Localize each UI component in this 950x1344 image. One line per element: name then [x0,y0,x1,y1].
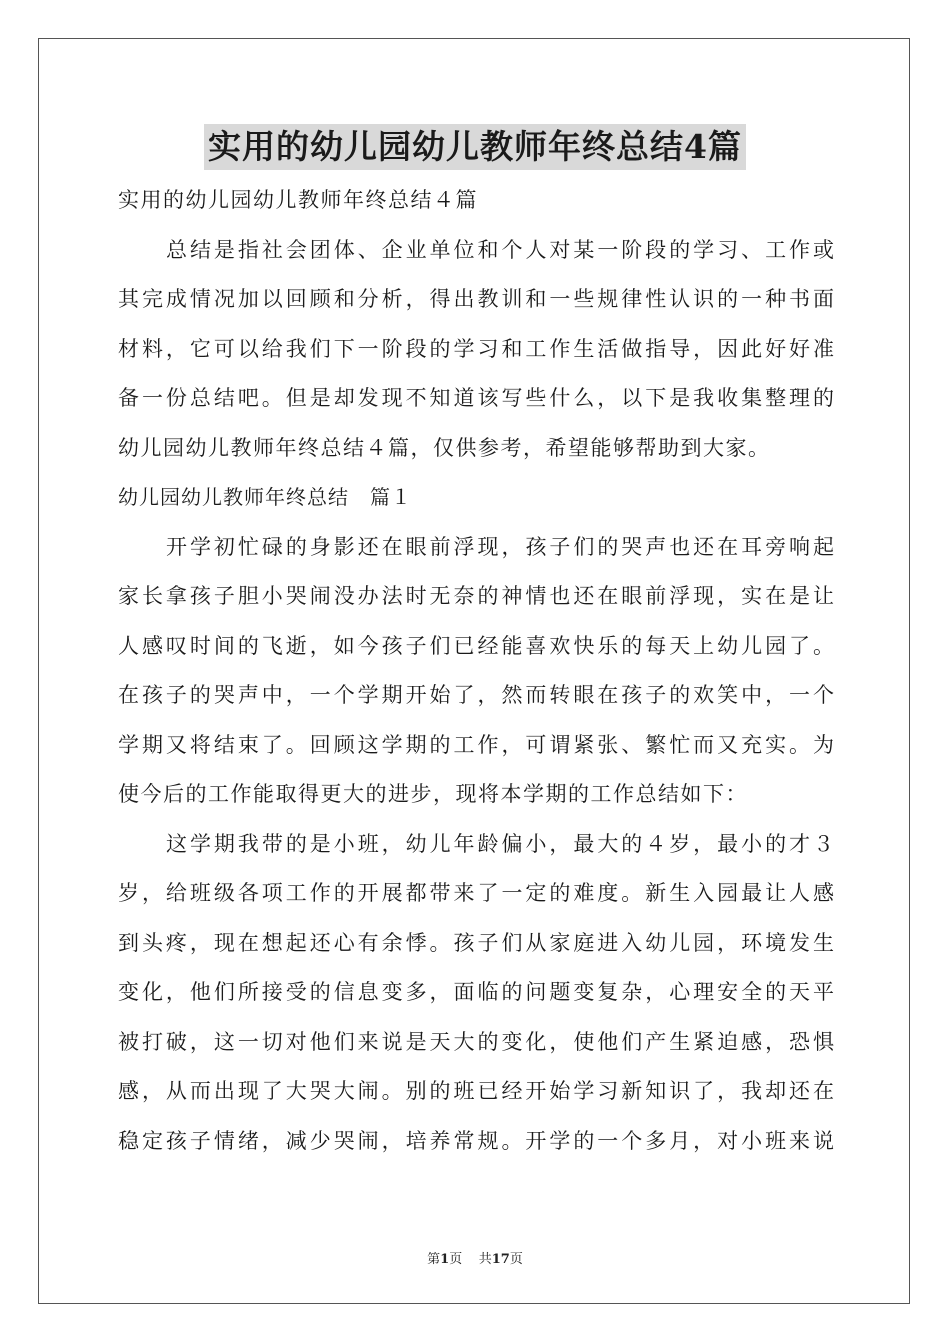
total-pages: 17 [491,1252,510,1267]
intro-line: 其完成情况加以回顾和分析，得出教训和一些规律性认识的一种书面 [118,287,834,311]
paragraph-line: 稳定孩子情绪，减少哭闹，培养常规。开学的一个多月，对小班来说 [118,1128,834,1153]
paragraph-line: 这学期我带的是小班，幼儿年龄偏小，最大的４岁，最小的才３ [166,831,834,856]
section-heading: 幼儿园幼儿教师年终总结 篇１ [118,485,412,509]
document-body [118,176,834,1166]
intro-line: 幼儿园幼儿教师年终总结４篇，仅供参考，希望能够帮助到大家。 [118,435,771,460]
page-prefix: 第 [427,1252,441,1267]
intro-line: 材料，它可以给我们下一阶段的学习和工作生活做指导，因此好好准 [118,336,834,361]
paragraph-line: 使今后的工作能取得更大的进步，现将本学期的工作总结如下： [118,782,748,806]
paragraph-line: 学期又将结束了。回顾这学期的工作，可谓紧张、繁忙而又充实。为 [118,732,834,757]
title-container [0,124,950,170]
intro-line: 备一份总结吧。但是却发现不知道该写些什么，以下是我收集整理的 [118,386,834,410]
document-title: 实用的幼儿园幼儿教师年终总结4篇 [204,124,746,170]
paragraph-line: 到头疼，现在想起还心有余悸。孩子们从家庭进入幼儿园，环境发生 [118,930,834,955]
paragraph-line: 开学初忙碌的身影还在眼前浮现，孩子们的哭声也还在耳旁响起 [166,534,834,559]
paragraph-line: 在孩子的哭声中，一个学期开始了，然而转眼在孩子的欢笑中，一个 [118,683,834,707]
total-prefix: 共 [478,1252,492,1267]
paragraph-line: 感，从而出现了大哭大闹。别的班已经开始学习新知识了，我却还在 [118,1079,834,1103]
paragraph-line: 人感叹时间的飞逝，如今孩子们已经能喜欢快乐的每天上幼儿园了。 [118,633,834,658]
page-footer [0,1248,950,1267]
paragraph-line: 岁，给班级各项工作的开展都带来了一定的难度。新生入园最让人感 [118,881,834,905]
total-suffix: 页 [509,1252,523,1267]
page-suffix: 页 [449,1252,463,1267]
paragraph-line: 被打破，这一切对他们来说是天大的变化，使他们产生紧迫感，恐惧 [118,1029,834,1054]
document-subtitle: 实用的幼儿园幼儿教师年终总结４篇 [118,188,478,212]
page-number: 1 [440,1252,450,1267]
intro-line: 总结是指社会团体、企业单位和个人对某一阶段的学习、工作或 [166,237,834,262]
paragraph-line: 家长拿孩子胆小哭闹没办法时无奈的神情也还在眼前浮现，实在是让 [118,584,834,608]
paragraph-line: 变化，他们所接受的信息变多，面临的问题变复杂，心理安全的天平 [118,980,834,1004]
